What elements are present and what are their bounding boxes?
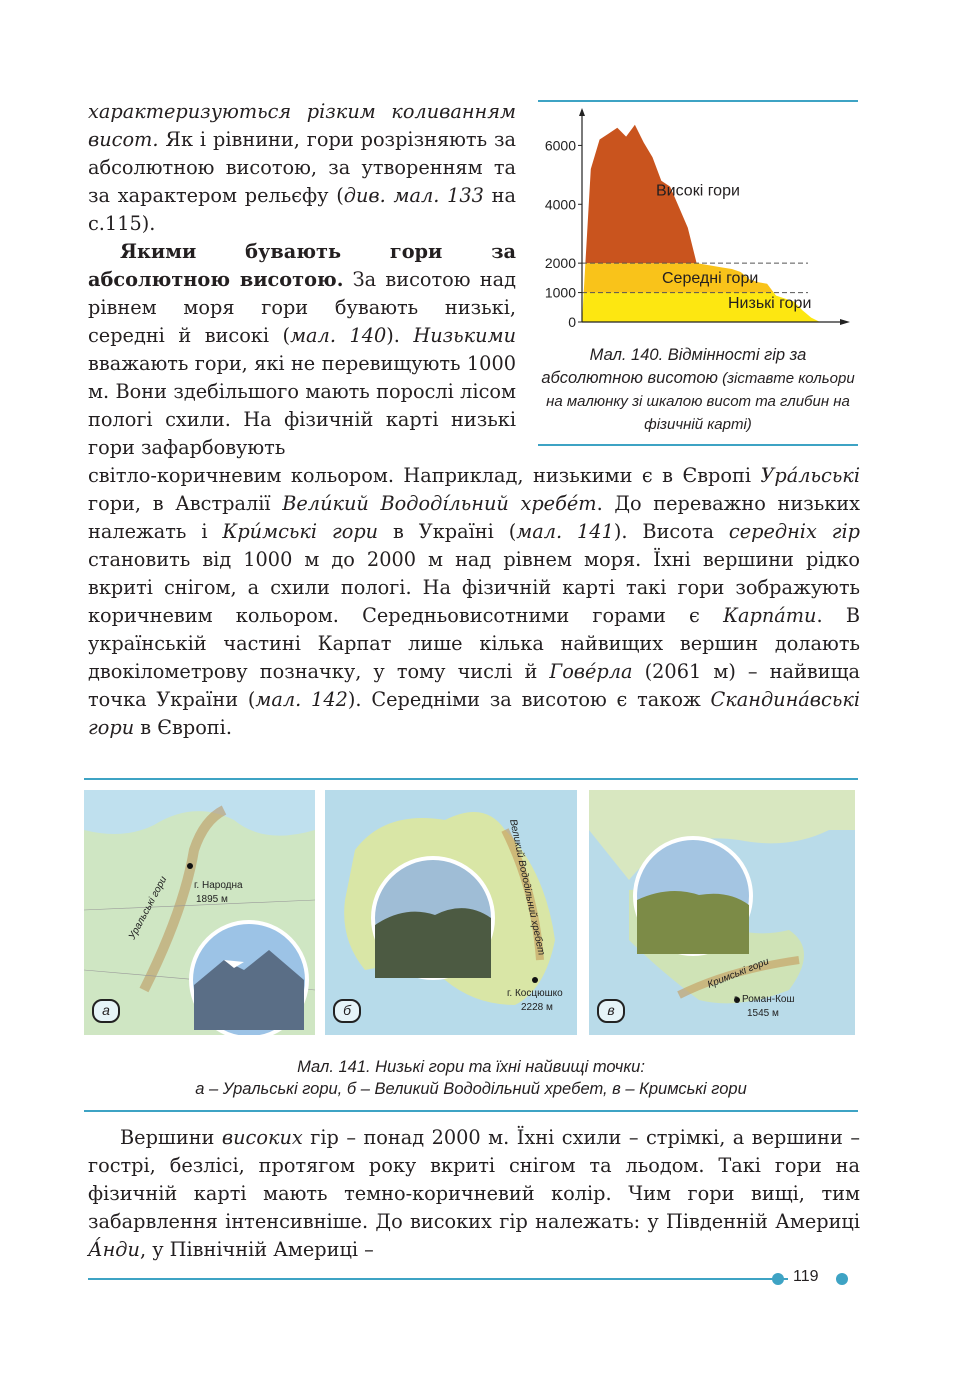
text-italic: Ура́льські [760, 464, 860, 487]
profile-area [582, 116, 820, 322]
map-b-height-label: 2228 м [521, 1002, 553, 1013]
map-c-range-label: Кримські гори [706, 956, 771, 991]
text: становить від 1000 м до 2000 м над рівнем моря. Їхні вершини рідко вкриті снігом, а схили пологі. На фізичній карті такі гори зображують коричневим кольором. Середньовисотними горами є [88, 548, 860, 627]
map-photo-b [325, 790, 577, 1035]
text-italic: мал. 142 [255, 688, 348, 711]
figure-141-caption [84, 1056, 858, 1100]
text: ). [386, 324, 414, 347]
text-italic: високих [221, 1126, 303, 1149]
map-a-height-label: 1895 м [196, 894, 228, 905]
figure-141-caption-line-2: а – Уральські гори, б – Великий Вододільний хребет, в – Кримські гори [195, 1080, 747, 1098]
map-b-range-label: Великий Вододільний хребет [507, 818, 547, 957]
caption-title: Мал. 140. Відмінності гір за абсолютною висотою [541, 346, 807, 387]
text: в Україні ( [378, 520, 517, 543]
text-italic: Гове́рла [549, 660, 633, 683]
text: гір – понад 2000 м. Їхні схили – стрімкі, а вершини – гострі, безлісі, протягом року вкриті снігом та льодом. Такі гори на фізичній карті мають темно-коричневий колір. Чим гори вищі, тим забарвлення інтенсивніше. До високих гір належать: у Південній Америці [88, 1126, 860, 1233]
y-tick-label-1000: 1000 [544, 284, 576, 301]
text-italic: характеризуються різким коливанням висот. [88, 100, 516, 151]
text-italic: Кри́мські гори [222, 520, 379, 543]
caption-note: (зіставте кольори на малюнку зі шкалою висот та глибин на фізичній карті) [546, 370, 855, 433]
y-axis-arrow [579, 108, 585, 116]
paragraph-2 [88, 238, 516, 462]
text: в Європі. [134, 716, 232, 739]
text-italic: середніх гір [728, 520, 861, 543]
text-italic: Скандина́вські гори [88, 688, 860, 739]
text: гори, в Австралії [88, 492, 283, 515]
map-c-peak-label: г. Роман-Кош [734, 994, 795, 1005]
figure-140-top-rule [538, 100, 858, 102]
section-heading: Якими бувають гори за абсолютною висотою. [88, 240, 516, 291]
x-axis-arrow [840, 319, 850, 325]
map-photo-a [84, 790, 315, 1035]
y-tick-label-2000: 2000 [544, 255, 576, 272]
badge-c: в [597, 999, 625, 1023]
text: . В українській частині Карпат лише кілька найвищих вершин долають двокілометрову позначку, у тому числі й [88, 604, 860, 683]
text: (2061 м) – найвища точка України ( [88, 660, 860, 711]
footer-dot-left [772, 1273, 784, 1285]
figure-140-caption [540, 344, 856, 436]
text-italic: мал. 140 [290, 324, 387, 347]
text-italic: Низькими [413, 324, 516, 347]
chart-plot [545, 108, 850, 330]
map-c-height-label: 1545 м [747, 1008, 779, 1019]
y-tick-label-6000: 6000 [544, 137, 576, 154]
footer-rule [88, 1278, 788, 1280]
paragraph-3 [88, 462, 860, 742]
text: Вершини [120, 1126, 222, 1149]
footer-dot-right [836, 1273, 848, 1285]
band-label-0: Низькі гори [728, 295, 812, 313]
text-italic: мал. 141 [516, 520, 614, 543]
badge-b: б [333, 999, 361, 1023]
y-tick-label-0: 0 [568, 314, 576, 330]
page-number: 119 [793, 1268, 819, 1285]
text-italic: див. мал. 133 [343, 184, 484, 207]
map-b-peak-label: г. Косцюшко [507, 988, 563, 999]
figure-140-bottom-rule [538, 444, 858, 446]
text: . До переважно низьких належать і [88, 492, 861, 543]
badge-a: а [92, 999, 120, 1023]
band-label-1: Середні гори [662, 270, 759, 288]
map-a-range-label: Уральські гори [126, 874, 170, 942]
map-b-graphic [325, 790, 577, 1035]
figure-141-caption-line-1: Мал. 141. Низькі гори та їхні найвищі точки: [297, 1058, 645, 1076]
map-c-graphic [589, 790, 855, 1035]
map-a-graphic [84, 790, 315, 1035]
paragraph-4 [88, 1124, 860, 1264]
text: , у Північній Америці – [139, 1238, 374, 1261]
text: За висотою над рівнем моря гори бувають низькі, середні й високі ( [88, 268, 516, 347]
text: ). Висота [613, 520, 729, 543]
text: на с.115). [88, 184, 517, 235]
text: світло-коричневим кольором. Наприклад, низькими є в Європі [88, 464, 761, 487]
text-italic: Карпа́ти [723, 604, 817, 627]
figure-141-bottom-rule [84, 1110, 858, 1112]
map-a-peak-label: г. Народна [194, 880, 243, 891]
map-photo-c [589, 790, 855, 1035]
text: вважають гори, які не перевищують 1000 м. Вони здебільшого мають порослі лісом пологі схили. На фізичній карті низькі гори зафарбовують [88, 352, 516, 459]
text: Як і рівнини, гори розрізняють за абсолютною висотою, за утворенням та за характером рельєфу ( [88, 128, 516, 207]
paragraph-1 [88, 98, 516, 238]
text-italic: А́нди [88, 1238, 140, 1261]
y-tick-label-4000: 4000 [544, 196, 576, 213]
figure-141-top-rule [84, 778, 858, 780]
band-label-2: Високі гори [656, 182, 740, 200]
text: ). Середніми за висотою є також [347, 688, 711, 711]
text-italic: Вели́кий Вододі́льний хребе́т [282, 492, 597, 515]
figure-140-chart [538, 108, 858, 340]
